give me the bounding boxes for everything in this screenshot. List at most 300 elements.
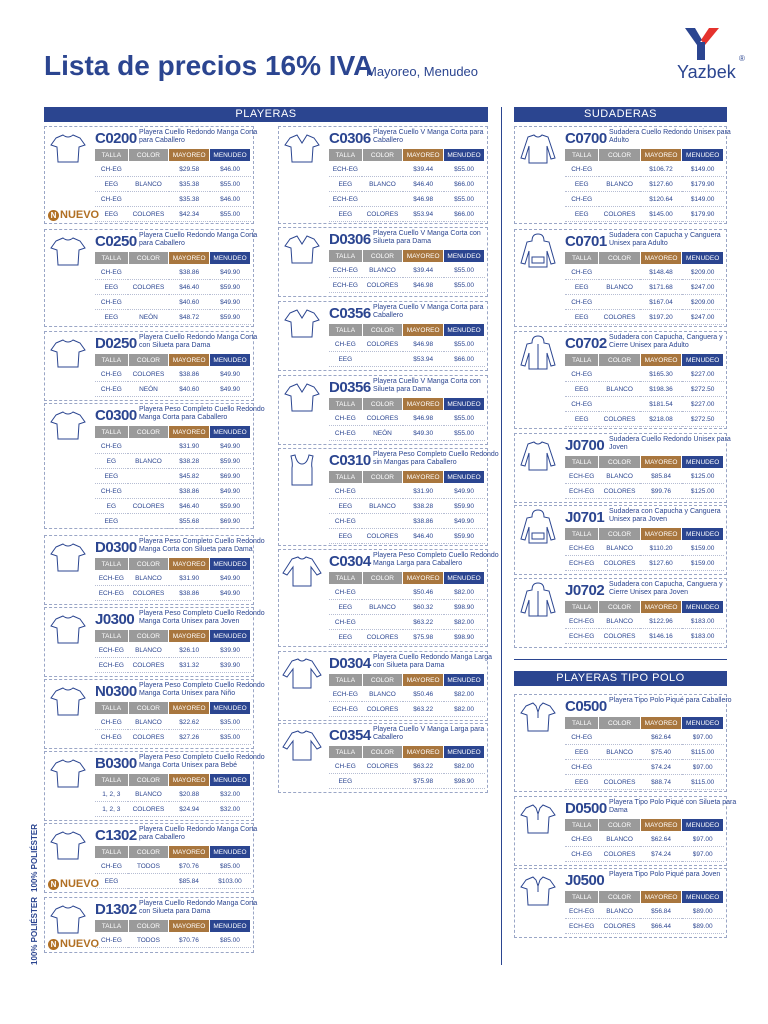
color-header: COLOR bbox=[599, 819, 640, 832]
price-table bbox=[94, 629, 251, 673]
price-table bbox=[564, 455, 724, 499]
color-cell: TODOS bbox=[128, 933, 168, 948]
menudeo-header: MENUDEO bbox=[682, 717, 724, 730]
mayoreo-price: $38.86 bbox=[169, 586, 210, 601]
table-row bbox=[329, 514, 485, 529]
color-cell: COLORES bbox=[128, 802, 169, 817]
mayoreo-price: $99.76 bbox=[640, 484, 682, 499]
table-row bbox=[329, 207, 485, 222]
menudeo-price: $89.00 bbox=[682, 904, 724, 919]
talla-cell: EEG bbox=[95, 874, 129, 889]
menudeo-price: $85.00 bbox=[209, 859, 250, 874]
vneck-tshirt-icon bbox=[282, 305, 322, 341]
menudeo-price: $98.90 bbox=[444, 774, 485, 789]
color-cell bbox=[128, 484, 169, 499]
nuevo-label: NUEVO bbox=[60, 208, 100, 221]
talla-cell: CH-EG bbox=[329, 411, 363, 426]
table-row bbox=[95, 643, 251, 658]
table-row bbox=[95, 469, 251, 484]
menudeo-header: MENUDEO bbox=[210, 702, 251, 715]
section-divider bbox=[514, 659, 727, 660]
talla-cell: CH-EG bbox=[565, 265, 599, 280]
talla-header: TALLA bbox=[95, 426, 129, 439]
menudeo-price: $49.90 bbox=[210, 439, 251, 454]
color-cell: COLORES bbox=[362, 759, 403, 774]
color-cell bbox=[599, 730, 640, 745]
product-card bbox=[278, 227, 488, 297]
table-row bbox=[95, 658, 251, 673]
talla-cell: EEG bbox=[329, 774, 363, 789]
polo-icon bbox=[518, 698, 558, 734]
talla-cell: EEG bbox=[95, 207, 129, 222]
color-header: COLOR bbox=[599, 601, 640, 614]
section-sudaderas: SUDADERAS bbox=[514, 107, 727, 122]
talla-cell: ECH-EG bbox=[95, 658, 129, 673]
menudeo-header: MENUDEO bbox=[682, 252, 724, 265]
color-cell bbox=[362, 774, 403, 789]
table-row bbox=[565, 397, 724, 412]
mayoreo-price: $70.76 bbox=[168, 859, 209, 874]
page-subtitle: Mayoreo, Menudeo bbox=[366, 64, 479, 79]
menudeo-price: $59.90 bbox=[444, 499, 485, 514]
menudeo-price: $55.00 bbox=[444, 192, 485, 207]
menudeo-price: $49.90 bbox=[444, 514, 485, 529]
table-row bbox=[329, 759, 485, 774]
menudeo-header: MENUDEO bbox=[210, 426, 251, 439]
mayoreo-price: $31.90 bbox=[169, 439, 210, 454]
talla-header: TALLA bbox=[329, 674, 363, 687]
color-header: COLOR bbox=[362, 250, 403, 263]
product-card bbox=[44, 751, 265, 821]
product-code: C0702 bbox=[565, 335, 607, 352]
mayoreo-price: $38.28 bbox=[403, 499, 444, 514]
section-polo: PLAYERAS TIPO POLO bbox=[514, 671, 727, 686]
table-row bbox=[565, 847, 724, 862]
hoodie-icon bbox=[518, 233, 558, 269]
mayoreo-price: $35.38 bbox=[169, 192, 210, 207]
talla-cell: CH-EG bbox=[95, 192, 129, 207]
menudeo-price: $55.00 bbox=[444, 263, 485, 278]
price-table bbox=[94, 773, 251, 817]
mayoreo-price: $70.76 bbox=[168, 933, 209, 948]
table-row bbox=[565, 556, 724, 571]
talla-header: TALLA bbox=[565, 528, 599, 541]
tank-top-icon bbox=[282, 452, 322, 488]
talla-header: TALLA bbox=[565, 149, 599, 162]
menudeo-price: $209.00 bbox=[682, 295, 724, 310]
vneck-tshirt-icon bbox=[282, 379, 322, 415]
table-row bbox=[329, 263, 485, 278]
price-table bbox=[94, 353, 251, 397]
table-row bbox=[565, 760, 724, 775]
price-table bbox=[94, 557, 251, 601]
color-cell: COLORES bbox=[128, 280, 169, 295]
menudeo-price: $35.00 bbox=[210, 715, 251, 730]
color-cell: BLANCO bbox=[128, 454, 169, 469]
color-header: COLOR bbox=[599, 354, 640, 367]
product-card bbox=[514, 229, 727, 327]
product-description: Sudadera Cuello Redondo Unisex para Joven bbox=[609, 436, 731, 451]
menudeo-header: MENUDEO bbox=[444, 674, 485, 687]
mayoreo-price: $39.44 bbox=[403, 263, 444, 278]
color-cell: BLANCO bbox=[362, 687, 403, 702]
table-row bbox=[95, 484, 251, 499]
color-cell bbox=[128, 265, 169, 280]
color-header: COLOR bbox=[128, 354, 169, 367]
tshirt-icon bbox=[48, 611, 88, 647]
color-cell: COLORES bbox=[599, 484, 640, 499]
mayoreo-header: MAYOREO bbox=[169, 630, 210, 643]
table-row bbox=[95, 802, 251, 817]
table-row bbox=[329, 630, 485, 645]
color-cell bbox=[362, 192, 403, 207]
color-cell: BLANCO bbox=[362, 499, 403, 514]
color-cell: COLORES bbox=[599, 412, 640, 427]
mayoreo-price: $218.08 bbox=[640, 412, 682, 427]
mayoreo-price: $148.48 bbox=[640, 265, 682, 280]
mayoreo-price: $46.40 bbox=[169, 280, 210, 295]
color-cell: COLORES bbox=[599, 207, 640, 222]
product-card bbox=[44, 607, 265, 677]
product-description: Playera Peso Completo Cuello Redondo Manga Corta con Silueta para Dama bbox=[139, 538, 265, 553]
product-code: C1302 bbox=[95, 827, 137, 844]
menudeo-price: $149.00 bbox=[682, 192, 724, 207]
menudeo-header: MENUDEO bbox=[209, 920, 250, 933]
logo-y-icon bbox=[683, 26, 723, 60]
talla-cell: ECH-EG bbox=[565, 629, 599, 644]
table-row bbox=[565, 412, 724, 427]
menudeo-price: $49.90 bbox=[210, 382, 251, 397]
product-card bbox=[514, 331, 727, 429]
talla-header: TALLA bbox=[329, 149, 363, 162]
color-header: COLOR bbox=[128, 252, 169, 265]
zip-hoodie-icon bbox=[518, 335, 558, 371]
menudeo-header: MENUDEO bbox=[444, 471, 485, 484]
mayoreo-header: MAYOREO bbox=[403, 398, 444, 411]
menudeo-price: $82.00 bbox=[444, 759, 485, 774]
sweatshirt-icon bbox=[518, 130, 558, 166]
menudeo-price: $82.00 bbox=[444, 585, 485, 600]
product-description: Playera Cuello Redondo Manga Larga con Silueta para Dama bbox=[373, 654, 493, 669]
product-description: Playera Peso Completo Cuello Redondo Manga Corta Unisex para Joven bbox=[139, 610, 265, 625]
talla-cell: CH-EG bbox=[95, 382, 129, 397]
color-cell: COLORES bbox=[128, 658, 169, 673]
color-cell: BLANCO bbox=[599, 832, 640, 847]
mayoreo-price: $127.60 bbox=[640, 556, 682, 571]
mayoreo-header: MAYOREO bbox=[640, 601, 682, 614]
talla-header: TALLA bbox=[565, 252, 599, 265]
price-table bbox=[94, 845, 251, 889]
talla-header: TALLA bbox=[95, 354, 129, 367]
talla-header: TALLA bbox=[329, 250, 363, 263]
poliester-label: 100% POLIÉSTER bbox=[30, 823, 39, 892]
product-card bbox=[44, 679, 265, 749]
table-row bbox=[565, 775, 724, 790]
mayoreo-price: $75.98 bbox=[403, 774, 444, 789]
mayoreo-price: $42.34 bbox=[169, 207, 210, 222]
product-code: D0500 bbox=[565, 800, 607, 817]
table-row bbox=[95, 280, 251, 295]
talla-cell: EEG bbox=[95, 310, 129, 325]
mayoreo-price: $181.54 bbox=[640, 397, 682, 412]
talla-cell: CH-EG bbox=[95, 367, 129, 382]
color-cell: BLANCO bbox=[599, 469, 640, 484]
color-cell: COLORES bbox=[128, 730, 169, 745]
mayoreo-price: $46.98 bbox=[403, 337, 444, 352]
menudeo-header: MENUDEO bbox=[682, 819, 724, 832]
menudeo-price: $98.90 bbox=[444, 630, 485, 645]
color-header: COLOR bbox=[128, 846, 168, 859]
color-cell: BLANCO bbox=[128, 715, 169, 730]
color-cell: BLANCO bbox=[599, 280, 640, 295]
talla-header: TALLA bbox=[95, 252, 129, 265]
color-cell: BLANCO bbox=[599, 745, 640, 760]
talla-cell: CH-EG bbox=[95, 715, 129, 730]
color-header: COLOR bbox=[599, 528, 640, 541]
talla-cell: ECH-EG bbox=[565, 469, 599, 484]
talla-cell: ECH-EG bbox=[329, 192, 363, 207]
table-row bbox=[565, 541, 724, 556]
talla-header: TALLA bbox=[329, 746, 363, 759]
menudeo-price: $89.00 bbox=[682, 919, 724, 934]
mayoreo-price: $63.22 bbox=[403, 759, 444, 774]
mayoreo-header: MAYOREO bbox=[168, 846, 209, 859]
menudeo-header: MENUDEO bbox=[444, 324, 485, 337]
talla-cell: CH-EG bbox=[565, 847, 599, 862]
price-table bbox=[328, 470, 485, 544]
color-cell: COLORES bbox=[128, 586, 169, 601]
talla-header: TALLA bbox=[95, 702, 129, 715]
mayoreo-price: $88.74 bbox=[640, 775, 682, 790]
product-card bbox=[514, 868, 727, 938]
talla-cell: CH-EG bbox=[565, 760, 599, 775]
table-row bbox=[565, 745, 724, 760]
talla-header: TALLA bbox=[95, 558, 129, 571]
product-code: J0500 bbox=[565, 872, 605, 889]
price-table bbox=[328, 323, 485, 367]
talla-cell: CH-EG bbox=[95, 162, 129, 177]
color-header: COLOR bbox=[128, 702, 169, 715]
product-code: D1302 bbox=[95, 901, 137, 918]
nuevo-badge bbox=[48, 209, 100, 221]
menudeo-price: $115.00 bbox=[682, 745, 724, 760]
menudeo-price: $55.00 bbox=[444, 162, 485, 177]
color-cell: COLORES bbox=[362, 337, 403, 352]
tshirt-icon bbox=[48, 539, 88, 575]
menudeo-header: MENUDEO bbox=[444, 250, 485, 263]
table-row bbox=[565, 192, 724, 207]
price-table bbox=[328, 571, 485, 645]
table-row bbox=[329, 177, 485, 192]
menudeo-header: MENUDEO bbox=[682, 891, 724, 904]
yazbek-logo bbox=[677, 26, 743, 86]
color-cell bbox=[599, 760, 640, 775]
mayoreo-header: MAYOREO bbox=[640, 819, 682, 832]
menudeo-price: $247.00 bbox=[682, 310, 724, 325]
price-table bbox=[328, 397, 485, 441]
mayoreo-price: $66.44 bbox=[640, 919, 682, 934]
product-code: D0250 bbox=[95, 335, 137, 352]
price-table bbox=[328, 673, 485, 717]
talla-cell: EEG bbox=[329, 177, 363, 192]
talla-header: TALLA bbox=[565, 456, 599, 469]
mayoreo-price: $120.64 bbox=[640, 192, 682, 207]
menudeo-price: $39.90 bbox=[210, 643, 251, 658]
menudeo-header: MENUDEO bbox=[682, 456, 724, 469]
product-code: J0702 bbox=[565, 582, 605, 599]
color-cell: NEÓN bbox=[128, 382, 169, 397]
table-row bbox=[95, 730, 251, 745]
product-code: C0500 bbox=[565, 698, 607, 715]
color-header: COLOR bbox=[599, 149, 640, 162]
talla-header: TALLA bbox=[329, 572, 363, 585]
talla-header: TALLA bbox=[95, 149, 129, 162]
polo-icon bbox=[518, 872, 558, 908]
table-row bbox=[565, 614, 724, 629]
mayoreo-price: $24.94 bbox=[169, 802, 210, 817]
table-row bbox=[95, 933, 251, 948]
mayoreo-price: $46.98 bbox=[403, 411, 444, 426]
product-code: C0250 bbox=[95, 233, 137, 250]
mayoreo-header: MAYOREO bbox=[169, 774, 210, 787]
product-description: Playera Cuello V Manga Corta con Silueta para Dama bbox=[373, 230, 481, 245]
section-playeras: PLAYERAS bbox=[44, 107, 488, 122]
table-row bbox=[95, 265, 251, 280]
color-cell bbox=[128, 295, 169, 310]
price-table bbox=[328, 148, 485, 222]
talla-cell: EEG bbox=[329, 630, 363, 645]
talla-cell: ECH-EG bbox=[565, 484, 599, 499]
menudeo-price: $183.00 bbox=[682, 629, 724, 644]
talla-cell: EEG bbox=[565, 207, 599, 222]
mayoreo-price: $62.64 bbox=[640, 832, 682, 847]
menudeo-price: $32.00 bbox=[210, 802, 251, 817]
product-card bbox=[278, 375, 488, 445]
mayoreo-header: MAYOREO bbox=[168, 920, 209, 933]
mayoreo-price: $127.60 bbox=[640, 177, 682, 192]
talla-cell: EEG bbox=[329, 600, 363, 615]
table-row bbox=[95, 310, 251, 325]
talla-header: TALLA bbox=[329, 398, 363, 411]
menudeo-price: $55.00 bbox=[444, 337, 485, 352]
mayoreo-header: MAYOREO bbox=[403, 324, 444, 337]
product-card bbox=[44, 535, 265, 605]
table-row bbox=[565, 484, 724, 499]
menudeo-price: $49.90 bbox=[444, 484, 485, 499]
color-cell bbox=[599, 295, 640, 310]
product-description: Playera Cuello V Manga Larga para Caballero bbox=[373, 726, 485, 741]
menudeo-header: MENUDEO bbox=[210, 630, 251, 643]
table-row bbox=[95, 295, 251, 310]
page-title: Lista de precios 16% IVA bbox=[44, 50, 374, 81]
talla-header: TALLA bbox=[95, 774, 129, 787]
menudeo-price: $209.00 bbox=[682, 265, 724, 280]
mayoreo-price: $165.30 bbox=[640, 367, 682, 382]
talla-header: TALLA bbox=[95, 630, 129, 643]
menudeo-price: $55.00 bbox=[210, 177, 251, 192]
product-code: C0701 bbox=[565, 233, 607, 250]
price-table bbox=[94, 425, 251, 529]
tshirt-icon bbox=[48, 233, 88, 269]
product-description: Playera Cuello Redondo Manga Corta con Silueta para Dama bbox=[139, 334, 258, 349]
table-row bbox=[329, 337, 485, 352]
product-card bbox=[278, 651, 493, 721]
talla-header: TALLA bbox=[95, 920, 129, 933]
mayoreo-price: $60.32 bbox=[403, 600, 444, 615]
talla-cell: ECH-EG bbox=[329, 278, 363, 293]
table-row bbox=[565, 904, 724, 919]
menudeo-price: $49.90 bbox=[210, 586, 251, 601]
tshirt-icon bbox=[48, 130, 88, 166]
menudeo-price: $66.00 bbox=[444, 352, 485, 367]
product-description: Playera Tipo Polo Piqué para Caballero bbox=[609, 697, 732, 704]
menudeo-price: $115.00 bbox=[682, 775, 724, 790]
mayoreo-header: MAYOREO bbox=[169, 354, 210, 367]
tshirt-icon bbox=[48, 827, 88, 863]
color-cell: COLORES bbox=[362, 411, 403, 426]
talla-cell: EEG bbox=[565, 775, 599, 790]
menudeo-price: $59.90 bbox=[444, 529, 485, 544]
menudeo-price: $85.00 bbox=[209, 933, 250, 948]
tshirt-icon bbox=[48, 755, 88, 791]
product-code: C0356 bbox=[329, 305, 371, 322]
table-row bbox=[95, 439, 251, 454]
menudeo-price: $82.00 bbox=[444, 687, 485, 702]
color-cell bbox=[599, 162, 640, 177]
menudeo-price: $272.50 bbox=[682, 412, 724, 427]
color-cell: COLORES bbox=[599, 919, 640, 934]
mayoreo-price: $110.20 bbox=[640, 541, 682, 556]
talla-cell: CH-EG bbox=[329, 615, 363, 630]
tshirt-icon bbox=[48, 901, 88, 937]
product-description: Sudadera Cuello Redondo Unisex para Adulto bbox=[609, 129, 731, 144]
talla-header: TALLA bbox=[565, 601, 599, 614]
talla-cell: ECH-EG bbox=[565, 904, 599, 919]
product-card bbox=[278, 126, 488, 224]
mayoreo-price: $46.40 bbox=[403, 529, 444, 544]
menudeo-header: MENUDEO bbox=[682, 601, 724, 614]
product-card bbox=[278, 448, 499, 546]
menudeo-header: MENUDEO bbox=[682, 354, 724, 367]
table-row bbox=[329, 774, 485, 789]
color-cell: COLORES bbox=[599, 310, 640, 325]
tshirt-icon bbox=[48, 683, 88, 719]
table-row bbox=[565, 469, 724, 484]
talla-header: TALLA bbox=[565, 891, 599, 904]
product-description: Playera Peso Completo Cuello Redondo sin Mangas para Caballero bbox=[373, 451, 499, 466]
product-code: J0300 bbox=[95, 611, 135, 628]
table-row bbox=[95, 787, 251, 802]
talla-cell: EEG bbox=[565, 382, 599, 397]
talla-cell: CH-EG bbox=[565, 832, 599, 847]
color-header: COLOR bbox=[128, 920, 168, 933]
color-cell: NEÓN bbox=[128, 310, 169, 325]
price-table bbox=[564, 527, 724, 571]
mayoreo-price: $35.38 bbox=[169, 177, 210, 192]
long-sleeve-icon bbox=[282, 727, 322, 763]
talla-cell: CH-EG bbox=[565, 192, 599, 207]
menudeo-price: $49.90 bbox=[210, 265, 251, 280]
color-cell: BLANCO bbox=[599, 904, 640, 919]
color-cell bbox=[599, 397, 640, 412]
table-row bbox=[329, 687, 485, 702]
mayoreo-price: $48.72 bbox=[169, 310, 210, 325]
price-table bbox=[94, 919, 251, 948]
talla-cell: CH-EG bbox=[329, 759, 363, 774]
mayoreo-price: $38.28 bbox=[169, 454, 210, 469]
mayoreo-price: $56.84 bbox=[640, 904, 682, 919]
mayoreo-header: MAYOREO bbox=[640, 528, 682, 541]
